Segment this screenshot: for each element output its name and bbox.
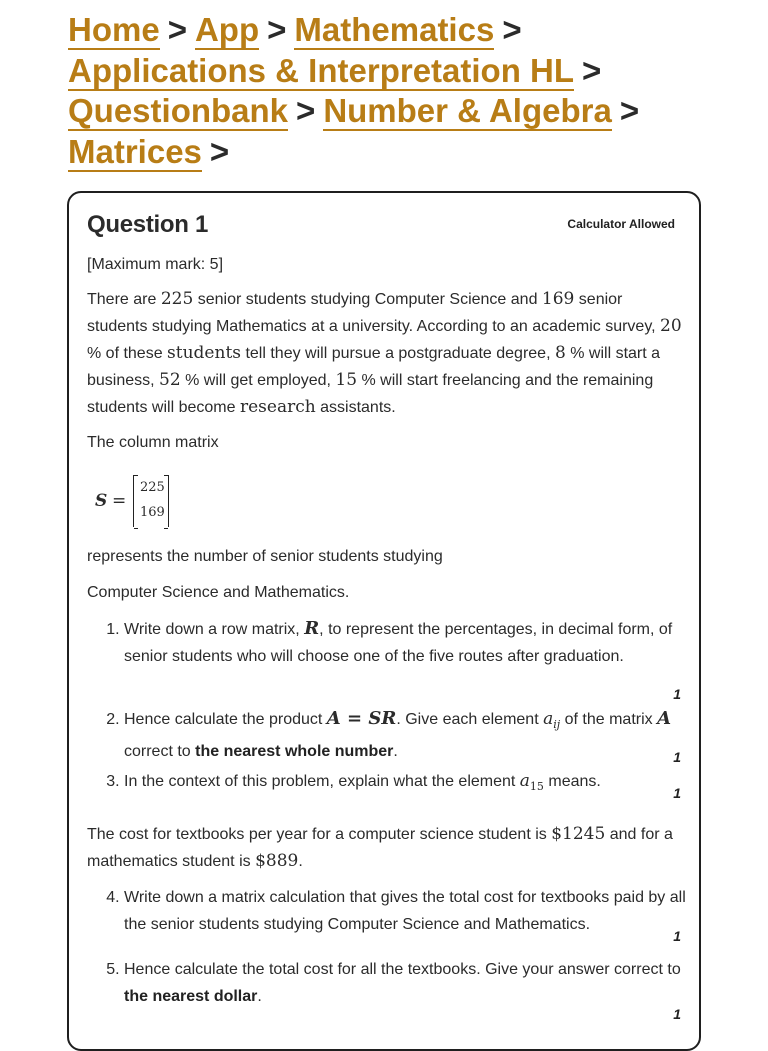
part-text: means. <box>543 773 601 790</box>
part-text: . Give each element <box>396 711 544 728</box>
breadcrumb-separator: > <box>502 11 522 48</box>
part-text: Write down a matrix calculation that gives the total cost for textbooks paid by all the senior students studying Computer Science and Mathematics. <box>124 889 686 933</box>
math-value: $889 <box>255 851 299 871</box>
intro-text: senior students studying Mathematics at a university. According to an academic survey, <box>87 291 661 335</box>
breadcrumb-link-matrices[interactable]: Matrices <box>68 132 202 170</box>
part-text: . <box>393 743 398 761</box>
part-text: of the matrix <box>560 711 658 728</box>
cost-text-part: . <box>298 853 303 870</box>
breadcrumb-separator: > <box>619 92 640 129</box>
matrix-brackets <box>133 475 169 527</box>
math-symbol: R <box>304 618 320 639</box>
breadcrumb-link-app[interactable]: App <box>194 11 260 48</box>
mark-part-3: 1 <box>673 785 681 801</box>
part-5 <box>124 956 704 1010</box>
breadcrumb-link-mathematics[interactable]: Mathematics <box>294 11 495 48</box>
part-1 <box>124 615 704 705</box>
breadcrumb-link-questionbank[interactable]: Questionbank <box>68 92 289 129</box>
matrix-cell-bottom: 169 <box>140 505 165 520</box>
represents-text: represents the number of senior students studying <box>87 548 443 565</box>
math-subscript: 15 <box>529 780 544 794</box>
math-value: 8 <box>554 343 566 363</box>
math-value: 225 <box>160 289 194 309</box>
math-value: 20 <box>660 316 682 336</box>
cost-text-part: and for a mathematics student is <box>87 826 673 870</box>
max-mark: [Maximum mark: 5] <box>87 256 224 273</box>
cost-text-part: The cost for textbooks per year for a computer science student is <box>87 826 552 843</box>
matrix-cell-top: 225 <box>140 480 165 495</box>
represents-text-2: Computer Science and Mathematics. <box>87 584 350 601</box>
math-symbol: A <box>657 708 672 729</box>
intro-text: tell they will pursue a postgraduate degree, <box>241 345 555 362</box>
part-text: , to represent the percentages, in decimal form, of senior students who will choose one of the five routes after graduation. <box>124 621 673 665</box>
breadcrumb-separator: > <box>296 92 316 129</box>
math-word: research <box>239 397 316 417</box>
parts-list-a <box>87 615 704 800</box>
calculator-badge: Calculator Allowed <box>567 217 675 231</box>
part-text: In the context of this problem, explain what the element <box>124 773 520 790</box>
math-value: 52 <box>159 370 181 390</box>
part-text: . <box>257 988 262 1005</box>
part-emphasis: the nearest whole number <box>195 743 394 761</box>
mark-part-4: 1 <box>673 928 681 944</box>
breadcrumb-separator: > <box>267 11 287 48</box>
mark-part-5: 1 <box>673 1006 681 1022</box>
intro-text: % will start freelancing and the remaining students will become <box>87 372 654 416</box>
cost-text <box>87 821 683 875</box>
part-2 <box>124 705 704 768</box>
math-word: students <box>167 343 241 363</box>
math-subscript: ij <box>553 718 561 732</box>
mark-part-1: 1 <box>673 686 681 702</box>
breadcrumb-separator: > <box>167 11 187 48</box>
part-emphasis: the nearest dollar <box>124 988 258 1005</box>
matrix-equals: = <box>112 491 127 511</box>
math-symbol: a <box>543 709 554 729</box>
question-card <box>67 191 701 1051</box>
mark-part-2: 1 <box>673 749 681 765</box>
intro-text: There are <box>87 291 161 308</box>
math-value: 15 <box>335 370 358 390</box>
matrix-symbol: S <box>95 491 108 511</box>
breadcrumb <box>68 10 728 172</box>
question-title: Question 1 <box>87 211 209 238</box>
intro-text: % will start a business, <box>87 345 661 389</box>
column-matrix-label: The column matrix <box>87 434 219 451</box>
question-intro <box>87 286 683 421</box>
breadcrumb-link-applications-hl[interactable]: Applications & Interpretation HL <box>68 51 575 89</box>
part-3 <box>124 768 704 800</box>
part-4 <box>124 884 704 956</box>
math-value: 169 <box>541 289 575 309</box>
math-value: $1245 <box>551 824 606 844</box>
math-symbol: A = SR <box>326 708 397 729</box>
part-text: correct to <box>124 743 196 761</box>
part-text: Hence calculate the product <box>124 711 327 728</box>
intro-text: % of these <box>87 345 168 362</box>
intro-text: senior students studying Computer Science and <box>193 291 542 308</box>
parts-list-b <box>87 884 704 1010</box>
breadcrumb-link-number-algebra[interactable]: Number & Algebra <box>323 92 612 129</box>
breadcrumb-separator: > <box>209 132 230 170</box>
breadcrumb-link-home[interactable]: Home <box>68 11 160 48</box>
part-text: Write down a row matrix, <box>124 621 305 638</box>
intro-text: assistants. <box>315 399 396 416</box>
math-symbol: a <box>519 771 530 791</box>
part-text: Hence calculate the total cost for all the textbooks. Give your answer correct to <box>124 961 681 978</box>
intro-text: % will get employed, <box>180 372 336 389</box>
breadcrumb-separator: > <box>582 51 602 89</box>
